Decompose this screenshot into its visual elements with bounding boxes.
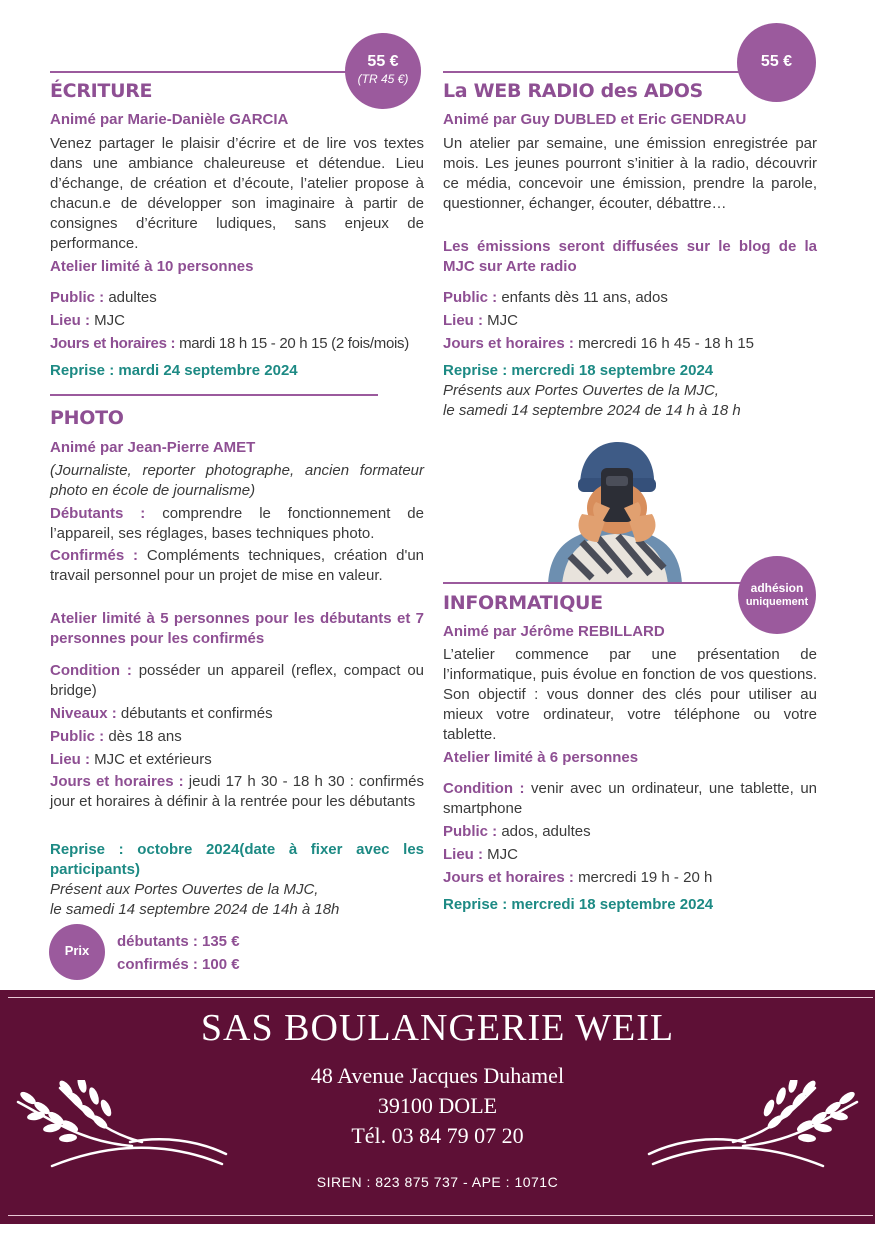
photo-portes-2: le samedi 14 septembre 2024 de 14h à 18h — [50, 901, 340, 918]
webradio-price-badge — [737, 23, 816, 102]
informatique-jours: Jours et horaires : mercredi 19 h - 20 h — [443, 869, 713, 886]
informatique-reprise: Reprise : mercredi 18 septembre 2024 — [443, 896, 714, 913]
webradio-description: Un atelier par semaine, une émission enregistrée par mois. Les jeunes pourront s’initier à la radio, découvrir ce média, concevoir une émission, prendre la parole, questionner, échanger, écouter, débattre… — [443, 135, 817, 212]
informatique-animator: Animé par Jérôme REBILLARD — [443, 623, 665, 640]
photo-public: Public : dès 18 ans — [50, 728, 182, 745]
webradio-diffusion: Les émissions seront diffusées sur le blog de la MJC sur Arte radio — [443, 238, 817, 275]
ecriture-public: Public : adultes — [50, 289, 157, 306]
adhesion-badge: adhésion uniquement — [738, 556, 816, 634]
ecriture-lieu: Lieu : MJC — [50, 312, 125, 329]
photo-jours: Jours et horaires : jeudi 17 h 30 - 18 h 30 : confirmés jour et horaires à définir à la rentrée pour les débutants — [50, 773, 424, 810]
webradio-title: La WEB RADIO des ADOS — [443, 80, 703, 102]
bakery-address: 48 Avenue Jacques Duhamel — [310, 1063, 565, 1088]
photo-condition: Condition : posséder un appareil (reflex, compact ou bridge) — [50, 662, 425, 699]
informatique-limit: Atelier limité à 6 personnes — [443, 749, 639, 766]
ecriture-price-tr: (TR 45 €) — [357, 72, 409, 86]
informatique-rule — [443, 582, 749, 584]
photo-limit: Atelier limité à 5 personnes pour les débutants et 7 personnes pour les confirmés — [50, 610, 424, 647]
informatique-public: Public : ados, adultes — [443, 823, 591, 840]
ecriture-price-badge — [345, 33, 421, 109]
prix-badge: Prix — [49, 924, 105, 980]
photo-confirmes: Confirmés : Compléments techniques, création d'un travail personnel pour un projet de mise en valeur. — [50, 547, 425, 584]
ecriture-description: Venez partager le plaisir d’écrire et de lire vos textes dans une ambiance chaleureuse et détendue. Lieu d’échange, de création et d’écoute, l’atelier propose à chacun.e de développer son imaginaire à partir de consignes d’écriture ludiques, sans enjeux de performance. — [50, 135, 424, 252]
webradio-jours: Jours et horaires : mercredi 16 h 45 - 18 h 15 — [443, 335, 754, 352]
prix-debutants: débutants : 135 € — [117, 933, 240, 950]
webradio-reprise: Reprise : mercredi 18 septembre 2024 — [443, 362, 714, 379]
prix-confirmes: confirmés : 100 € — [117, 956, 240, 973]
webradio-portes-2: le samedi 14 septembre 2024 de 14 h à 18 h — [443, 402, 741, 419]
bakery-phone: Tél. 03 84 79 07 20 — [351, 1123, 524, 1148]
photo-portes-1: Présent aux Portes Ouvertes de la MJC, — [50, 881, 319, 898]
webradio-public: Public : enfants dès 11 ans, ados — [443, 289, 668, 306]
photo-reprise: Reprise : octobre 2024(date à fixer avec les participants) — [50, 841, 424, 878]
bakery-city: 39100 DOLE — [377, 1093, 498, 1118]
bakery-siren: SIREN : 823 875 737 - APE : 1071C — [316, 1174, 559, 1190]
ecriture-jours: Jours et horaires : mardi 18 h 15 - 20 h 15 (2 fois/mois) — [50, 335, 409, 352]
informatique-lieu: Lieu : MJC — [443, 846, 518, 863]
bakery-ad-banner — [0, 990, 875, 1224]
banner-bottom-line — [8, 1215, 873, 1216]
ecriture-reprise: Reprise : mardi 24 septembre 2024 — [50, 362, 298, 379]
webradio-animator: Animé par Guy DUBLED et Eric GENDRAU — [443, 111, 747, 128]
photo-niveaux: Niveaux : débutants et confirmés — [50, 705, 273, 722]
webradio-price: 55 € — [760, 53, 793, 70]
banner-top-line — [8, 997, 873, 998]
informatique-description: L’atelier commence par une présentation de l’informatique, puis évolue en fonction de vos questions. Son objectif : vous donner des clés pour utiliser au mieux votre ordinateur, votre téléphone ou votre tablette. — [443, 646, 817, 743]
ecriture-price: 55 € — [367, 53, 399, 70]
ecriture-limit: Atelier limité à 10 personnes — [50, 258, 254, 275]
photo-debutants: Débutants : comprendre le fonctionnement de l’appareil, ses réglages, bases techniques photo. — [50, 505, 424, 542]
ecriture-title: ÉCRITURE — [50, 80, 153, 102]
webradio-lieu: Lieu : MJC — [443, 312, 518, 329]
photo-animator: Animé par Jean-Pierre AMET — [50, 439, 256, 456]
photo-title: PHOTO — [50, 407, 124, 429]
ecriture-animator: Animé par Marie-Danièle GARCIA — [50, 111, 289, 128]
bakery-name: SAS BOULANGERIE WEIL — [200, 1007, 675, 1049]
photo-rule — [50, 394, 378, 396]
webradio-rule — [443, 71, 743, 73]
informatique-title: INFORMATIQUE — [443, 592, 603, 614]
webradio-portes-1: Présents aux Portes Ouvertes de la MJC, — [443, 382, 719, 399]
photo-lieu: Lieu : MJC et extérieurs — [50, 751, 212, 768]
informatique-condition: Condition : venir avec un ordinateur, une tablette, un smartphone — [443, 780, 818, 817]
wheat-ornament-left-icon — [12, 1080, 230, 1172]
wheat-ornament-right-icon — [645, 1080, 863, 1172]
ecriture-rule — [50, 71, 350, 73]
person-phone-illustration — [540, 438, 690, 584]
photo-animator-note: (Journaliste, reporter photographe, ancien formateur photo en école de journalisme) — [50, 462, 424, 499]
